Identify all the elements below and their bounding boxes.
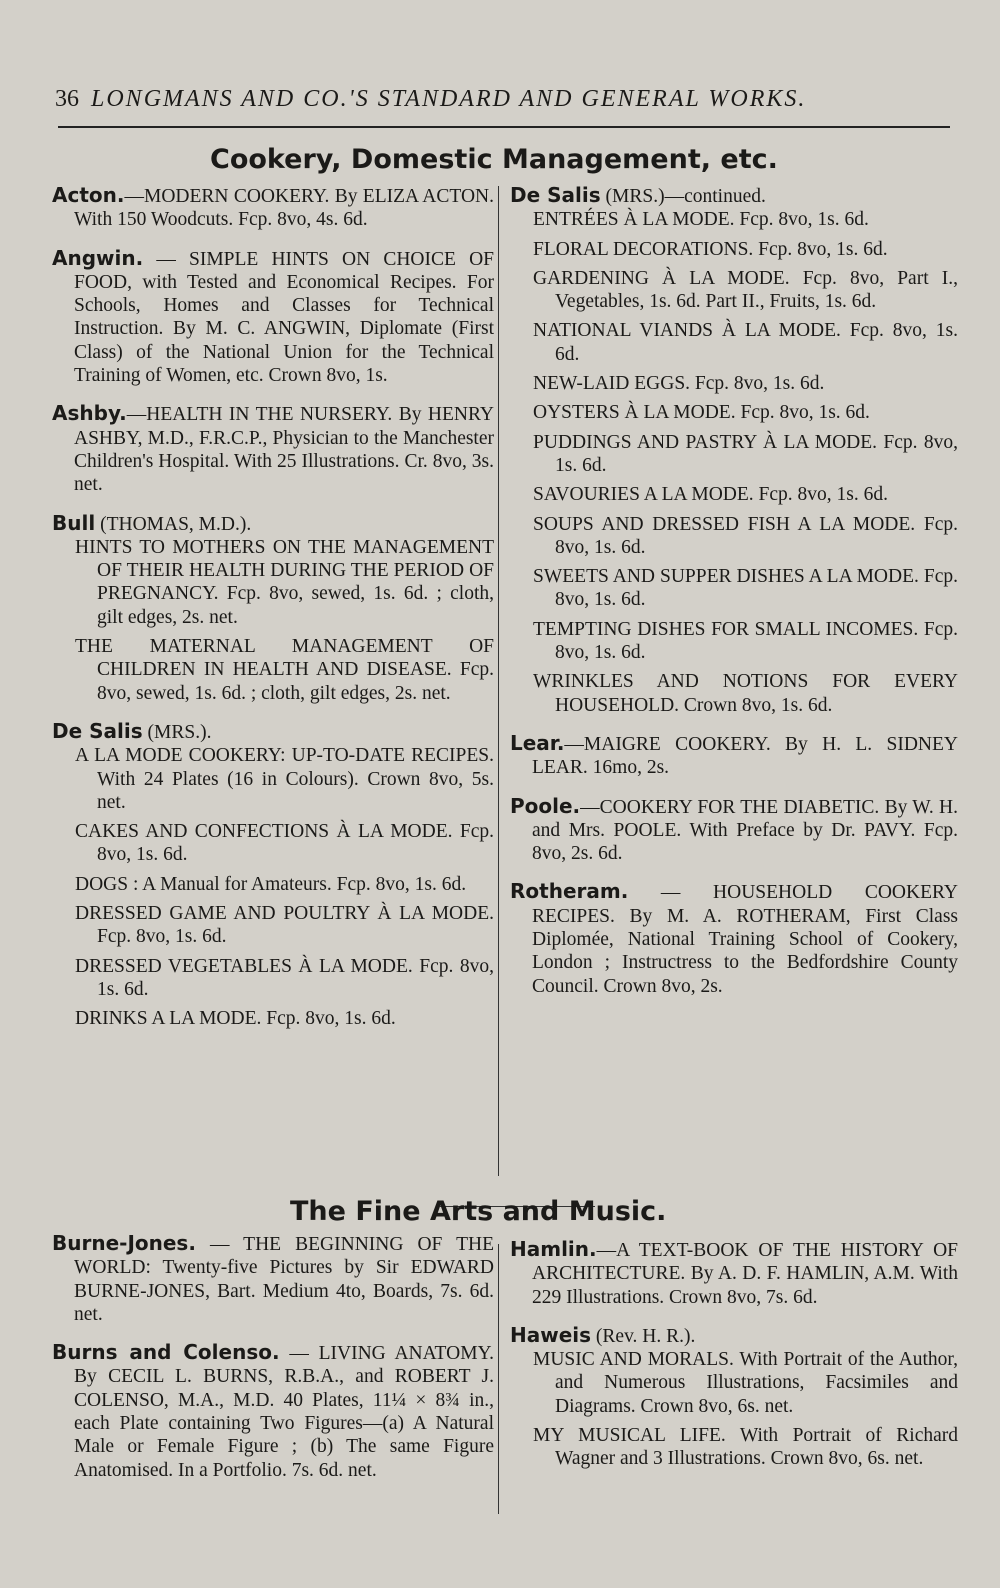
entry-author-note: (Rev. H. R.).: [591, 1325, 696, 1347]
entry-heading: [52, 720, 494, 744]
entry-title-item: GARDENING À LA MODE. Fcp. 8vo, Part I., Vegetables, 1s. 6d. Part II., Fruits, 1s. 6d.: [533, 267, 958, 313]
entry-heading: [52, 247, 494, 388]
entry-author: Bull: [52, 510, 96, 535]
column-divider-2: [498, 1244, 499, 1514]
entry-author: Angwin.: [52, 245, 144, 270]
entry-description: —COOKERY FOR THE DIABETIC. By W. H. and Mrs. POOLE. With Preface by Dr. PAVY. Fcp. 8vo, 2s. 6d.: [532, 796, 958, 865]
entry-description: —HEALTH IN THE NURSERY. By HENRY ASHBY, M.D., F.R.C.P., Physician to the Manchester Children's Hospital. With 25 Illustrations. Cr. 8vo, 3s. net.: [74, 404, 494, 496]
entry-title-item: CAKES AND CONFECTIONS À LA MODE. Fcp. 8vo, 1s. 6d.: [75, 821, 494, 866]
entry-heading: [52, 1341, 494, 1482]
entry-author: Haweis: [510, 1322, 592, 1347]
entry-heading: [510, 880, 958, 997]
column-divider: [498, 186, 499, 1176]
catalogue-entry: [52, 1341, 494, 1482]
entry-author: Hamlin.: [510, 1237, 597, 1261]
entry-heading: [510, 1238, 958, 1309]
entry-title-item: NEW-LAID EGGS. Fcp. 8vo, 1s. 6d.: [533, 373, 825, 395]
fine-arts-right-column: [510, 1238, 958, 1486]
catalogue-entry: [510, 795, 958, 866]
entry-author: Acton.: [52, 183, 125, 207]
entry-title-item: SOUPS AND DRESSED FISH A LA MODE. Fcp. 8vo, 1s. 6d.: [533, 513, 958, 558]
entry-description: — LIVING ANATOMY. By CECIL L. BURNS, R.B.A., and ROBERT J. COLENSO, M.A., M.D. 40 Plates, 11¼ × 8¾ in., each Plate containing Two Figures—(a) A Natural Male or Female Figure ; (b) The same Figure Anatomised. In a Portfolio. 7s. 6d. net.: [74, 1343, 494, 1481]
entry-heading: [52, 1232, 494, 1326]
catalogue-entry: [510, 1324, 958, 1471]
entry-description: —MAIGRE COOKERY. By H. L. SIDNEY LEAR. 16mo, 2s.: [532, 733, 958, 779]
section-title-cookery: Cookery, Domestic Management, etc.: [210, 144, 778, 175]
entry-author: De Salis: [52, 718, 143, 743]
entry-title-item: MUSIC AND MORALS. With Portrait of the Author, and Numerous Illustrations, Facsimiles and Diagrams. Crown 8vo, 6s. net.: [533, 1349, 958, 1417]
catalogue-entry: [510, 1238, 958, 1309]
entry-title-item: DOGS : A Manual for Amateurs. Fcp. 8vo, 1s. 6d.: [75, 873, 467, 895]
entry-author-note: (THOMAS, M.D.).: [95, 513, 252, 535]
catalogue-entry: [52, 720, 494, 1031]
entry-author: Rotheram.: [510, 879, 629, 904]
catalogue-entry: [52, 512, 494, 705]
entry-description: —MODERN COOKERY. By ELIZA ACTON. With 150 Woodcuts. Fcp. 8vo, 4s. 6d.: [74, 186, 494, 231]
catalogue-entry: [510, 732, 958, 780]
entry-title-item: DRESSED GAME AND POULTRY À LA MODE. Fcp. 8vo, 1s. 6d.: [75, 903, 494, 948]
entry-author: Burne-Jones.: [52, 1231, 196, 1255]
entry-title-item: A LA MODE COOKERY: UP-TO-DATE RECIPES. With 24 Plates (16 in Colours). Crown 8vo, 5s. net.: [75, 745, 494, 813]
catalogue-entry: [510, 184, 958, 717]
entry-author: Burns and Colenso.: [52, 1340, 280, 1365]
entry-title-item: TEMPTING DISHES FOR SMALL INCOMES. Fcp. 8vo, 1s. 6d.: [533, 618, 958, 664]
entry-heading: [510, 732, 958, 780]
entry-title-item: THE MATERNAL MANAGEMENT OF CHILDREN IN HEALTH AND DISEASE. Fcp. 8vo, sewed, 1s. 6d. ; cloth, gilt edges, 2s. net.: [75, 636, 494, 704]
entry-title-item: MY MUSICAL LIFE. With Portrait of Richard Wagner and 3 Illustrations. Crown 8vo, 6s. net.: [533, 1425, 958, 1470]
entry-title-item: WRINKLES AND NOTIONS FOR EVERY HOUSEHOLD. Crown 8vo, 1s. 6d.: [533, 671, 958, 716]
catalogue-entry: [52, 247, 494, 388]
entry-title-item: ENTRÉES À LA MODE. Fcp. 8vo, 1s. 6d.: [533, 209, 869, 231]
entry-description: —A TEXT-BOOK OF THE HISTORY OF ARCHITECTURE. By A. D. F. HAMLIN, A.M. With 229 Illustrations. Crown 8vo, 7s. 6d.: [532, 1240, 958, 1308]
entry-heading: [52, 402, 494, 496]
entry-author: Poole.: [510, 793, 581, 818]
running-title: LONGMANS AND CO.'S STANDARD AND GENERAL WORKS.: [91, 86, 807, 112]
entry-heading: [52, 512, 494, 536]
entry-title-item: OYSTERS À LA MODE. Fcp. 8vo, 1s. 6d.: [533, 402, 870, 424]
entry-title-item: DRESSED VEGETABLES À LA MODE. Fcp. 8vo, 1s. 6d.: [75, 955, 494, 1000]
entry-heading: [510, 795, 958, 866]
entry-title-item: PUDDINGS AND PASTRY À LA MODE. Fcp. 8vo, 1s. 6d.: [533, 431, 958, 476]
entry-heading: [52, 184, 494, 232]
entry-title-item: HINTS TO MOTHERS ON THE MANAGEMENT OF THEIR HEALTH DURING THE PERIOD OF PREGNANCY. Fcp. 8vo, sewed, 1s. 6d. ; cloth, gilt edges, 2s. net.: [75, 536, 494, 628]
entry-author-note: (MRS.)—continued.: [600, 186, 766, 207]
entry-description: — THE BEGINNING OF THE WORLD: Twenty-five Pictures by Sir EDWARD BURNE-JONES, Bart. Medium 4to, Boards, 7s. 6d. net.: [74, 1234, 494, 1325]
entry-author-note: (MRS.).: [142, 721, 212, 743]
running-head: [55, 86, 955, 113]
catalogue-entry: [52, 184, 494, 232]
header-rule: [58, 126, 950, 128]
entry-heading: [510, 1324, 958, 1348]
entry-title-item: DRINKS A LA MODE. Fcp. 8vo, 1s. 6d.: [75, 1008, 396, 1030]
entry-description: — HOUSEHOLD COOKERY RECIPES. By M. A. ROTHERAM, First Class Diplomée, National Training School of Cookery, London ; Instructress to the Bedfordshire County Council. Crown 8vo, 2s.: [532, 882, 958, 997]
entry-author: Ashby.: [52, 401, 127, 426]
entry-title-item: NATIONAL VIANDS À LA MODE. Fcp. 8vo, 1s. 6d.: [533, 320, 958, 365]
section-title-fine-arts: The Fine Arts and Music.: [290, 1196, 667, 1227]
catalogue-entry: [510, 880, 958, 997]
entry-heading: [510, 184, 958, 208]
entry-title-item: SAVOURIES A LA MODE. Fcp. 8vo, 1s. 6d.: [533, 484, 889, 506]
entry-title-item: SWEETS AND SUPPER DISHES A LA MODE. Fcp. 8vo, 1s. 6d.: [533, 566, 958, 611]
page-number: 36: [55, 86, 79, 112]
entry-title-item: FLORAL DECORATIONS. Fcp. 8vo, 1s. 6d.: [533, 238, 888, 260]
catalogue-entry: [52, 1232, 494, 1326]
cookery-right-column: [510, 184, 958, 1013]
cookery-left-column: [52, 184, 494, 1046]
entry-author: De Salis: [510, 183, 601, 207]
entry-description: — SIMPLE HINTS ON CHOICE OF FOOD, with Tested and Economical Recipes. For Schools, Homes and Classes for Technical Instruction. By M. C. ANGWIN, Diplomate (First Class) of the National Union for the Technical Training of Women, etc. Crown 8vo, 1s.: [74, 248, 494, 387]
fine-arts-left-column: [52, 1232, 494, 1497]
catalogue-entry: [52, 402, 494, 496]
entry-author: Lear.: [510, 730, 565, 755]
